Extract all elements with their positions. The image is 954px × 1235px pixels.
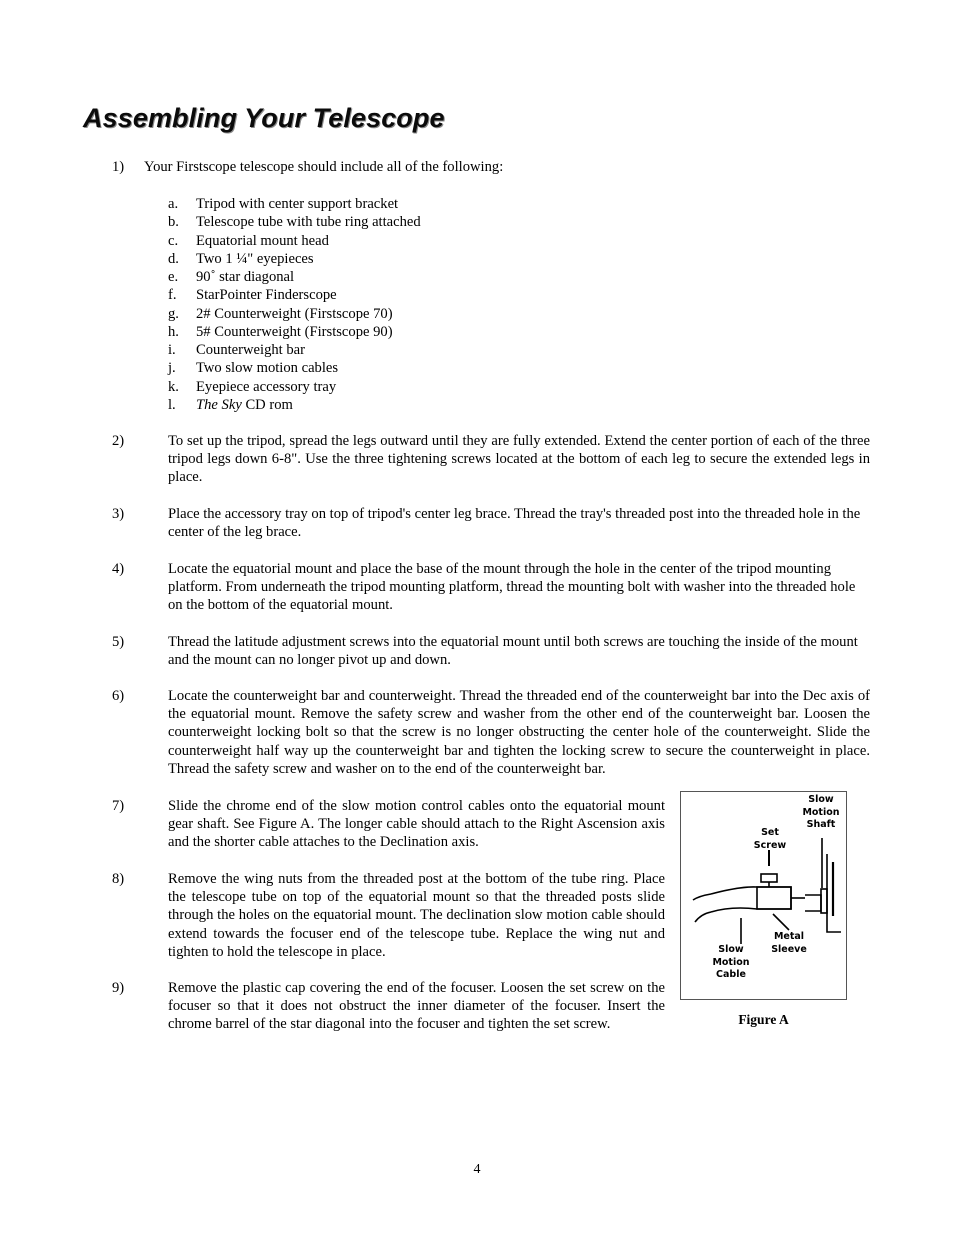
label-line: Metal	[773, 931, 805, 942]
list-item-text: Tripod with center support bracket	[196, 196, 399, 212]
list-item-text: Two slow motion cables	[196, 360, 339, 377]
list-item-text: 2# Counterweight (Firstscope 70)	[196, 305, 393, 322]
list-item	[168, 359, 421, 377]
label-metal-sleeve	[764, 931, 814, 956]
list-item-text: Equatorial mount head	[196, 232, 329, 249]
list-item-text: CD rom	[241, 396, 293, 413]
list-item-letter: c.	[168, 232, 179, 249]
step-number: 2)	[112, 433, 125, 449]
list-item-text: StarPointer Finderscope	[196, 287, 337, 304]
figure-caption: Figure A	[738, 1012, 789, 1027]
label-line: Slow	[718, 944, 744, 955]
list-item-text: Telescope tube with tube ring attached	[196, 214, 421, 231]
list-item	[168, 341, 421, 359]
list-item-text: Eyepiece accessory tray	[196, 378, 337, 395]
label-line: Motion	[802, 806, 840, 818]
label-line: Set	[761, 827, 779, 838]
figure-a	[680, 791, 847, 1000]
list-item-letter: i.	[168, 342, 176, 358]
list-item	[168, 268, 421, 286]
label-line: Slow	[808, 794, 834, 805]
step-text: Remove the plastic cap covering the end of the focuser. Loosen the set screw on the focuser so that it does not obstruct the inner diameter of the focuser. Insert the chrome barrel of the star diagonal into the focuser and tighten the set screw.	[168, 980, 665, 1033]
list-item	[168, 286, 421, 304]
step-number: 9)	[112, 980, 125, 996]
step-number: 5)	[112, 634, 125, 650]
label-line: Sleeve	[771, 943, 807, 955]
list-item	[168, 305, 421, 323]
list-item	[168, 250, 421, 268]
page-title: Assembling Your Telescope	[83, 103, 445, 133]
step-text: Remove the wing nuts from the threaded post at the bottom of the tube ring. Place the telescope tube on top of the equatorial mount so that the threaded posts slide through the holes on the equatorial mount. The declination slow motion cable should extend towards the focuser end of the telescope tube. Replace the wing nut and tighten to hold the telescope in place.	[168, 871, 665, 960]
list-item	[168, 195, 421, 213]
list-item-letter: b.	[168, 214, 179, 231]
list-item-text: Counterweight bar	[196, 342, 306, 358]
step-text: Thread the latitude adjustment screws into the equatorial mount until both screws are touching the inside of the mount and the mount can no longer pivot up and down.	[168, 634, 858, 669]
step-number: 7)	[112, 798, 125, 814]
step-number: 3)	[112, 506, 125, 522]
parts-list	[168, 195, 421, 414]
label-set-screw	[745, 827, 795, 852]
page-number: 4	[473, 1162, 481, 1177]
step-number: 6)	[112, 688, 125, 704]
step-number: 8)	[112, 871, 125, 887]
label-slow-motion-shaft	[793, 794, 849, 832]
list-item-letter: d.	[168, 250, 179, 267]
list-item	[168, 378, 421, 396]
label-line: Motion	[712, 956, 750, 968]
list-item-letter: e.	[168, 269, 179, 285]
list-item-text: 5# Counterweight (Firstscope 90)	[196, 323, 393, 340]
step-text: Your Firstscope telescope should include all of the following:	[144, 159, 504, 175]
list-item-letter: k.	[168, 378, 179, 395]
list-item-letter: g.	[168, 305, 179, 322]
step-text: Place the accessory tray on top of tripod's center leg brace. Thread the tray's threaded post into the threaded hole in the center of the leg brace.	[168, 506, 861, 541]
step-number: 1)	[112, 159, 125, 175]
list-item-letter: l.	[168, 396, 176, 413]
list-item-letter: a.	[168, 196, 179, 212]
label-line: Cable	[716, 969, 746, 980]
list-item-italic-text: The Sky	[196, 396, 242, 413]
list-item-text: 90˚ star diagonal	[196, 269, 295, 285]
list-item-letter: f.	[168, 287, 177, 304]
list-item-letter: j.	[168, 360, 176, 377]
list-item	[168, 396, 421, 414]
step-text: Slide the chrome end of the slow motion control cables onto the equatorial mount gear shaft. See Figure A. The longer cable should attach to the Right Ascension axis and the shorter cable attaches to the Declination axis.	[168, 798, 665, 851]
label-line: Shaft	[806, 819, 836, 830]
label-slow-motion-cable	[706, 944, 756, 982]
list-item	[168, 213, 421, 231]
list-item	[168, 232, 421, 250]
step-text: Locate the counterweight bar and counterweight. Thread the threaded end of the counterweight bar into the Dec axis of the equatorial mount. Remove the safety screw and washer from the other end of the counterweight bar. Loosen the counterweight locking bolt so that the screw is no longer obstructing the center hole of the counterweight. Slide the counterweight half way up the counterweight bar and tighten the locking screw to secure the counterweight in place. Thread the safety screw and washer on to the end of the counterweight bar.	[168, 688, 870, 777]
list-item-letter: h.	[168, 323, 179, 340]
label-line: Screw	[753, 839, 787, 851]
list-item	[168, 323, 421, 341]
step-number: 4)	[112, 561, 125, 577]
step-text: To set up the tripod, spread the legs outward until they are fully extended. Extend the center portion of each of the three tripod legs down 6-8". Use the three tightening screws located at the bottom of each leg to secure the extended legs in place.	[168, 433, 870, 486]
list-item-text: Two 1 ¼" eyepieces	[196, 250, 314, 267]
step-text: Locate the equatorial mount and place the base of the mount through the hole in the center of the tripod mounting platform. From underneath the tripod mounting platform, thread the mounting bolt with washer into the threaded hole on the bottom of the equatorial mount.	[168, 561, 856, 614]
